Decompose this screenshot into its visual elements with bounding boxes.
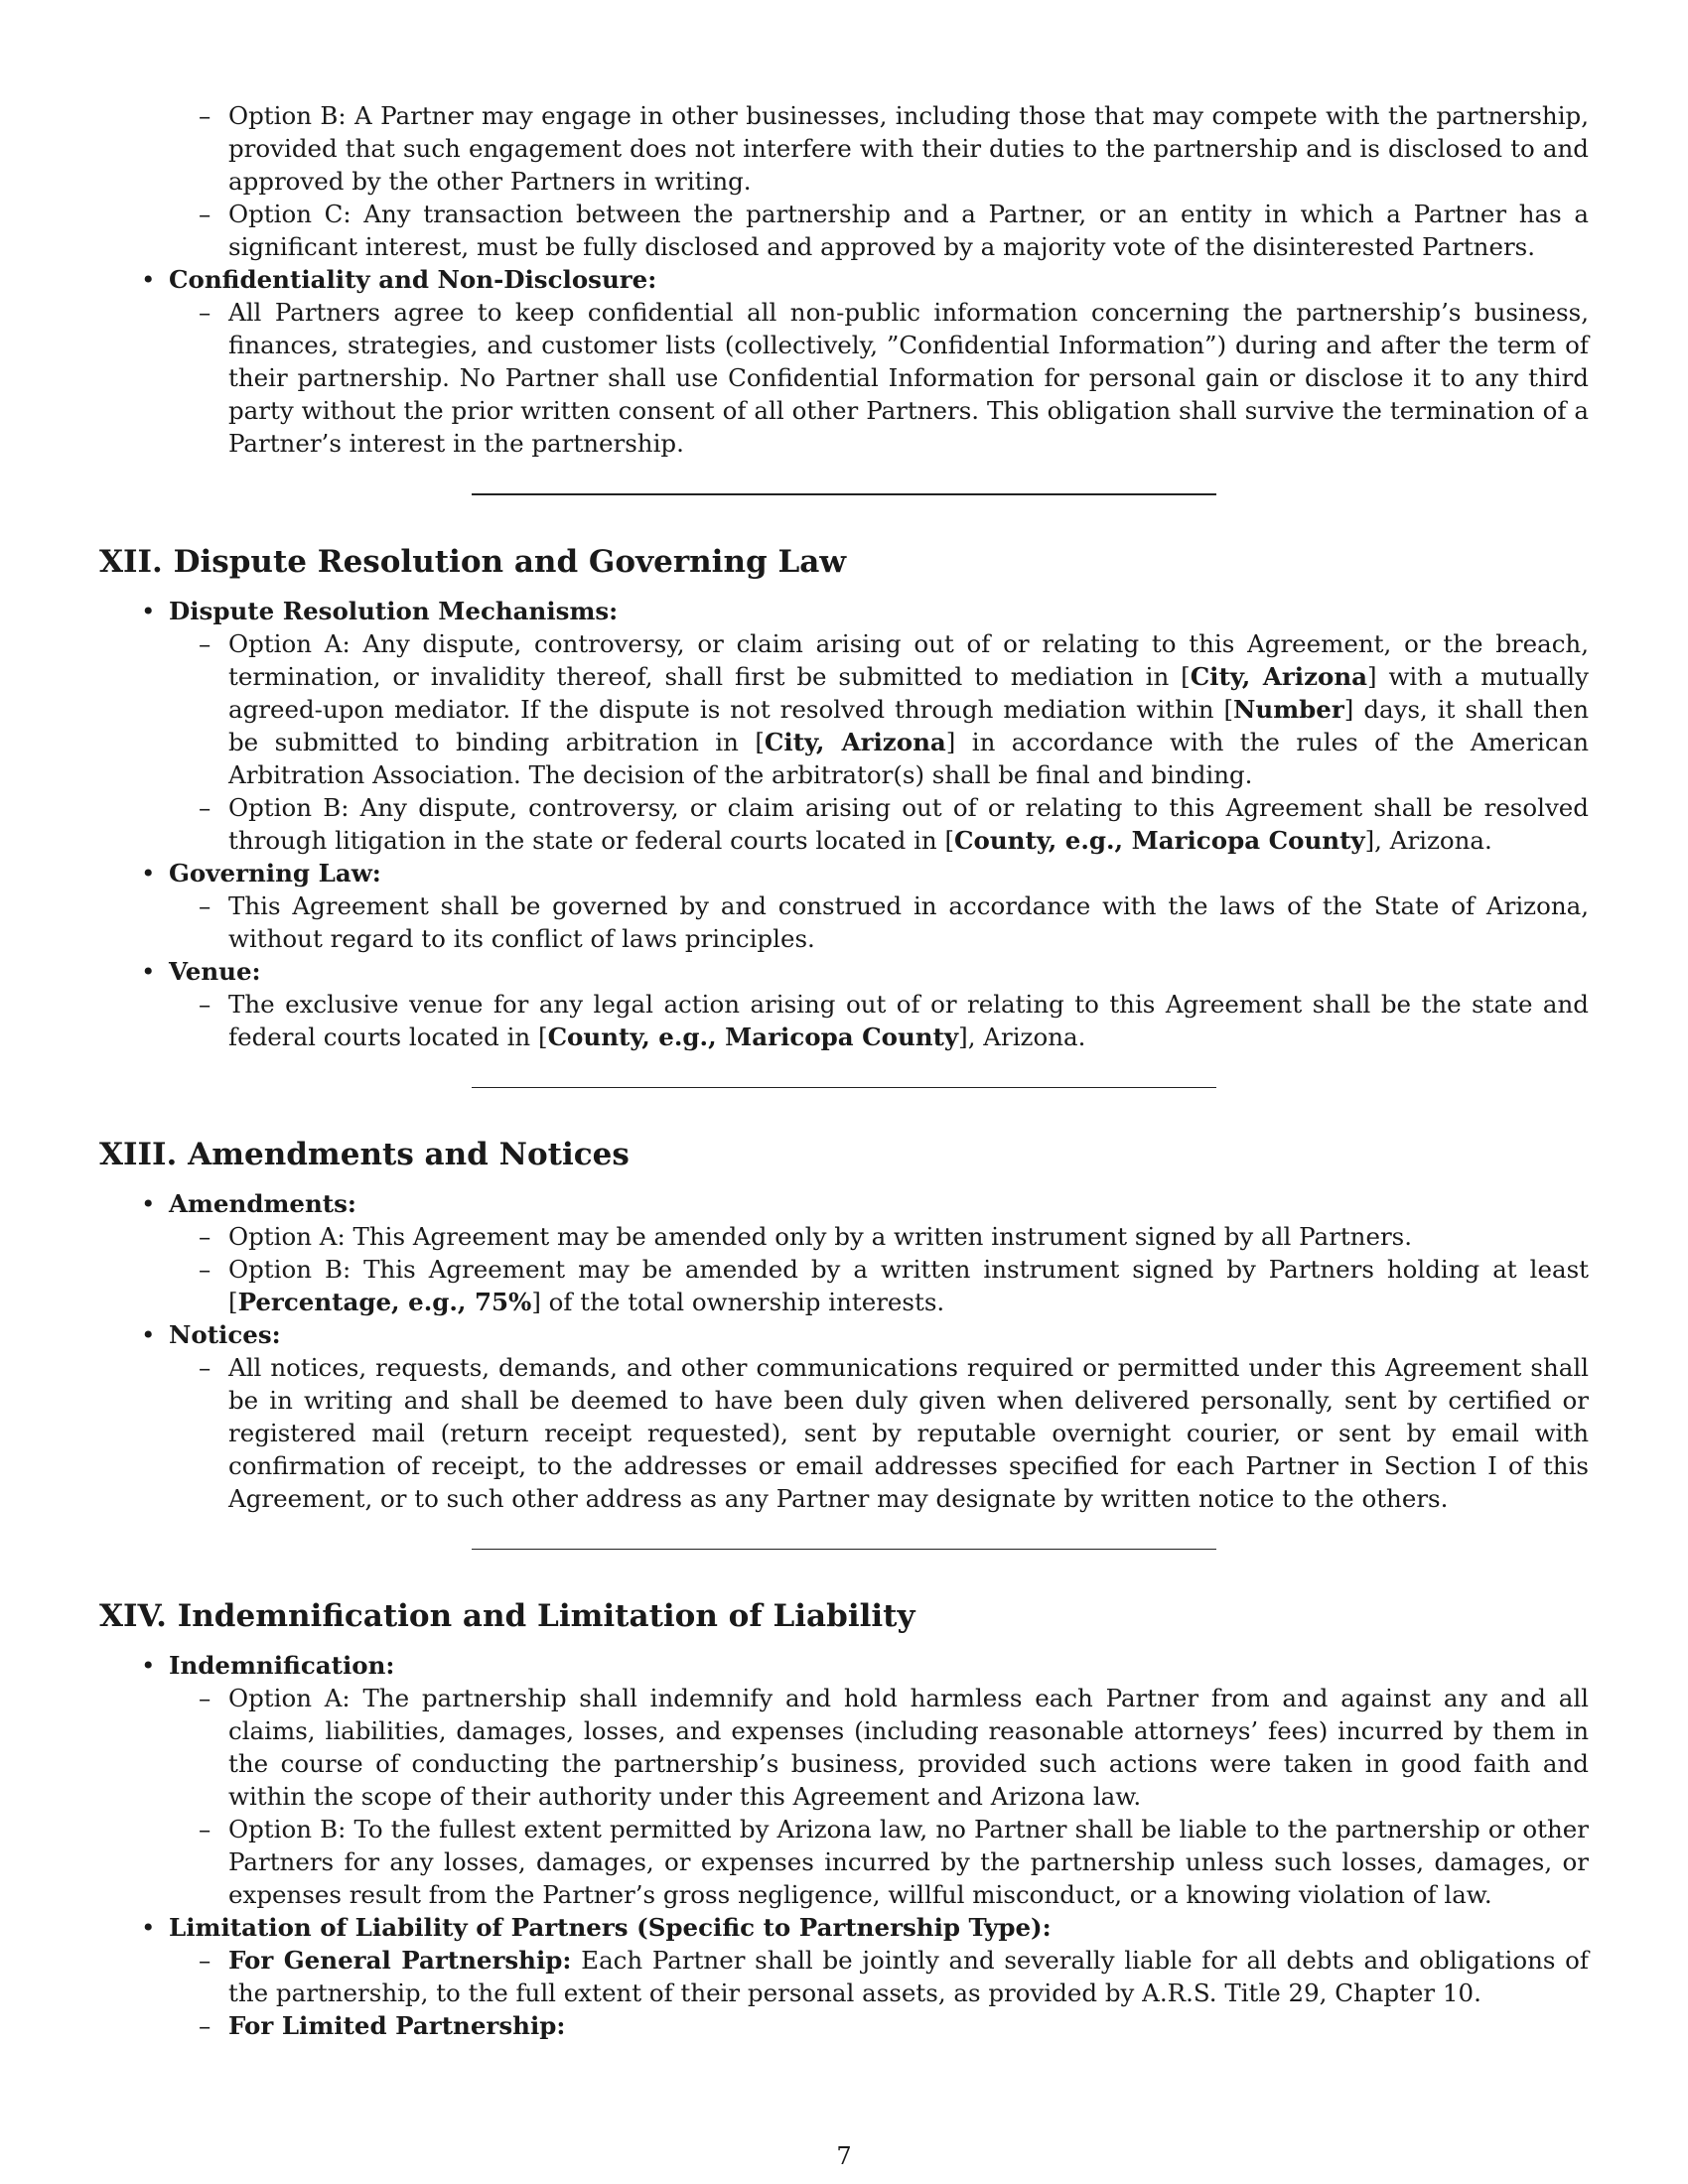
section-xiv-title: XIV. Indemnification and Limitation of Liability bbox=[99, 1598, 915, 1634]
venue-heading: • Venue: bbox=[169, 955, 1589, 988]
amendments-option-b: – Option B: This Agreement may be amended by a written instrument signed by Partners holding at least [Percentage, e.g., 75%] of the total ownership interests. bbox=[228, 1253, 1589, 1318]
option-b-other-businesses: – Option B: A Partner may engage in other businesses, including those that may compete with the partnership, provided that such engagement does not interfere with their duties to the partnership and is disclosed to and approved by the other Partners in writing. bbox=[228, 99, 1589, 198]
section-divider bbox=[472, 493, 1216, 495]
dispute-mechanisms-heading: • Dispute Resolution Mechanisms: bbox=[169, 595, 1589, 627]
indemnification-option-b: – Option B: To the fullest extent permitted by Arizona law, no Partner shall be liable to the partnership or other Partners for any losses, damages, or expenses incurred by the partnership unless such losses, damages, or expenses result from the Partner’s gross negligence, willful misconduct, or a knowing violation of law. bbox=[228, 1813, 1589, 1911]
general-partnership-item: – For General Partnership: Each Partner shall be jointly and severally liable for all debts and obligations of the partnership, to the full extent of their personal assets, as provided by A.R.S. Title 29, Chapter 10. bbox=[228, 1944, 1589, 2009]
indemnification-option-a: – Option A: The partnership shall indemnify and hold harmless each Partner from and against any and all claims, liabilities, damages, losses, and expenses (including reasonable attorneys’ fees) incurred by them in the course of conducting the partnership’s business, provided such actions were taken in good faith and within the scope of their authority under this Agreement and Arizona law. bbox=[228, 1682, 1589, 1813]
dispute-option-b: – Option B: Any dispute, controversy, or claim arising out of or relating to this Agreement shall be resolved through litigation in the state or federal courts located in [County, e.g., Maricopa County], Arizona. bbox=[228, 791, 1589, 857]
confidentiality-heading: • Confidentiality and Non-Disclosure: bbox=[169, 263, 1589, 296]
limitation-heading: • Limitation of Liability of Partners (Specific to Partnership Type): bbox=[169, 1911, 1589, 1944]
governing-law-text: – This Agreement shall be governed by and construed in accordance with the laws of the State of Arizona, without regard to its conflict of laws principles. bbox=[228, 889, 1589, 955]
section-divider bbox=[472, 1087, 1216, 1088]
notices-text: – All notices, requests, demands, and other communications required or permitted under this Agreement shall be in writing and shall be deemed to have been duly given when delivered personally, sent by certified or registered mail (return receipt requested), sent by reputable overnight courier, or sent by email with confirmation of receipt, to the addresses or email addresses specified for each Partner in Section I of this Agreement, or to such other address as any Partner may designate by written notice to the others. bbox=[228, 1351, 1589, 1515]
confidentiality-text: – All Partners agree to keep confidential all non-public information concerning the partnership’s business, finances, strategies, and customer lists (collectively, ”Confidential Information”) during and after the term of their partnership. No Partner shall use Confidential Information for personal gain or disclose it to any third party without the prior written consent of all other Partners. This obligation shall survive the termination of a Partner’s interest in the partnership. bbox=[228, 296, 1589, 460]
document-page bbox=[99, 99, 1589, 2042]
option-c-transactions: – Option C: Any transaction between the partnership and a Partner, or an entity in which a Partner has a significant interest, must be fully disclosed and approved by a majority vote of the disinterested Partners. bbox=[228, 198, 1589, 263]
governing-law-heading: • Governing Law: bbox=[169, 857, 1589, 889]
notices-heading: • Notices: bbox=[169, 1318, 1589, 1351]
dispute-option-a: – Option A: Any dispute, controversy, or claim arising out of or relating to this Agreement, or the breach, termination, or invalidity thereof, shall first be submitted to mediation in [City, Arizona] with a mutually agreed-upon mediator. If the dispute is not resolved through mediation within [Number] days, it shall then be submitted to binding arbitration in [City, Arizona] in accordance with the rules of the American Arbitration Association. The decision of the arbitrator(s) shall be final and binding. bbox=[228, 627, 1589, 791]
venue-text: – The exclusive venue for any legal action arising out of or relating to this Agreement shall be the state and federal courts located in [County, e.g., Maricopa County], Arizona. bbox=[228, 988, 1589, 1053]
amendments-option-a: – Option A: This Agreement may be amended only by a written instrument signed by all Partners. bbox=[228, 1220, 1589, 1253]
amendments-heading: • Amendments: bbox=[169, 1187, 1589, 1220]
indemnification-heading: • Indemnification: bbox=[169, 1649, 1589, 1682]
section-divider bbox=[472, 1549, 1216, 1550]
limited-partnership-item: – For Limited Partnership: bbox=[228, 2009, 1589, 2042]
section-xii-title: XII. Dispute Resolution and Governing Law bbox=[99, 544, 847, 580]
page-number: 7 bbox=[836, 2142, 852, 2170]
section-xiii-title: XIII. Amendments and Notices bbox=[99, 1137, 630, 1172]
